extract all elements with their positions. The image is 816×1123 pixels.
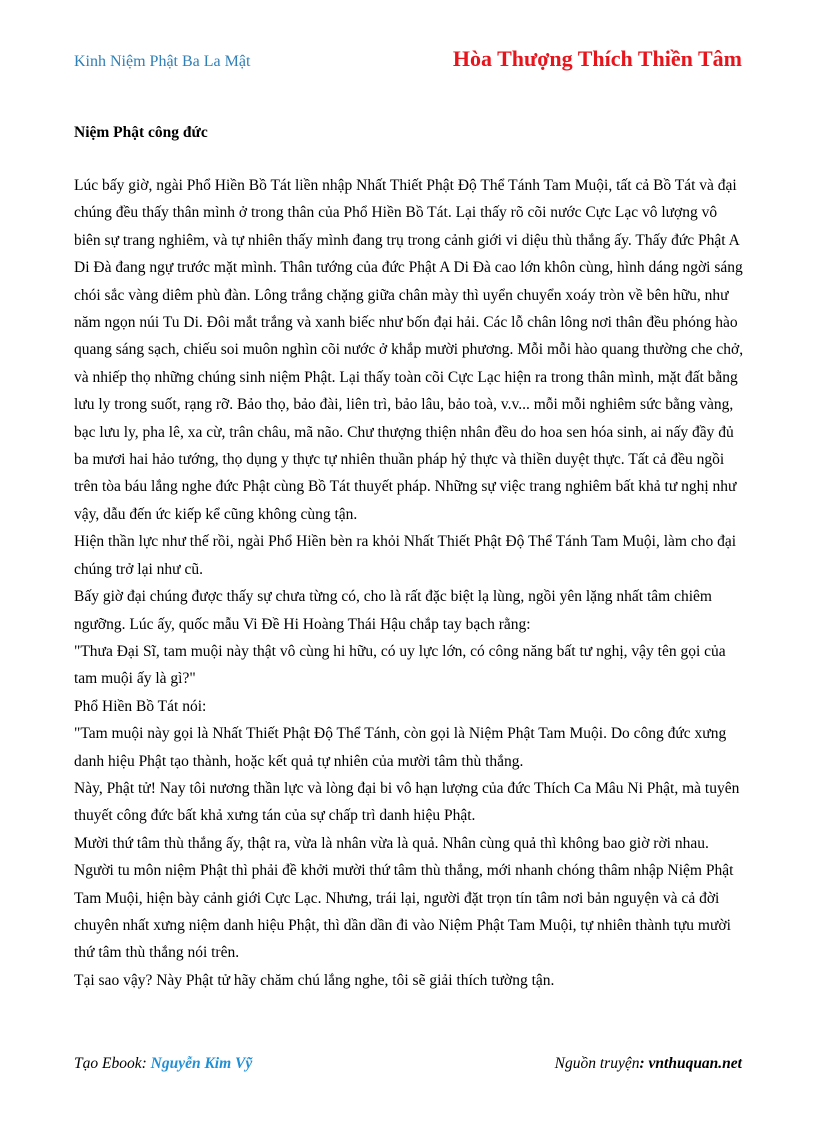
ebook-label: Tạo Ebook	[74, 1055, 142, 1072]
main-content	[74, 120, 746, 994]
source-credit: Nguồn truyện: vnthuquan.net	[554, 1055, 742, 1072]
source-label: Nguồn truyện	[554, 1055, 640, 1072]
page-footer	[74, 1055, 742, 1077]
source-site: vnthuquan.net	[648, 1055, 742, 1072]
paragraph: Mười thứ tâm thù thắng ấy, thật ra, vừa là nhân vừa là quả. Nhân cùng quả thì không bao giờ rời nhau. Người tu môn niệm Phật thì phải đề khởi mười thứ tâm thù thắng, mới nhanh chóng thâm nhập Niệm Phật Tam Muội, hiện bày cảnh giới Cực Lạc. Nhưng, trái lại, người đặt trọn tín tâm nơi bản nguyện và cả đời chuyên nhất xưng niệm danh hiệu Phật, thì dần dần đi vào Niệm Phật Tam Muội, tự nhiên thành tựu mười thứ tâm thù thắng nói trên.	[74, 834, 734, 962]
author-name: Hòa Thượng Thích Thiền Tâm	[452, 46, 742, 71]
book-title: Kinh Niệm Phật Ba La Mật	[74, 53, 251, 70]
paragraph: Lúc bấy giờ, ngài Phổ Hiền Bồ Tát liền nhập Nhất Thiết Phật Độ Thể Tánh Tam Muội, tất cả Bồ Tát và đại chúng đều thấy thân mình ở trong thân của Phổ Hiền Bồ Tát. Lại thấy rõ cõi nước Cực Lạc vô lượng vô biên sự trang nghiêm, và tự nhiên thấy mình đang trụ trong cảnh giới vi diệu thù thắng ấy. Thấy đức Phật A Di Đà đang ngự trước mặt mình. Thân tướng của đức Phật A Di Đà cao lớn khôn cùng, hình dáng ngời sáng chói sắc vàng diêm phù đàn. Lông trắng chặng giữa chân mày thì uyển chuyển xoáy tròn về bên hữu, như năm ngọn núi Tu Di. Đôi mắt trắng và xanh biếc như bốn đại hải. Các lỗ chân lông nơi thân đều phóng hào quang sáng sạch, chiếu soi muôn nghìn cõi nước ở khắp mười phương. Mỗi mỗi hào quang thường che chở, và nhiếp thọ những chúng sinh niệm Phật. Lại thấy toàn cõi Cực Lạc hiện ra trong thân mình, mặt đất bằng lưu ly trong suốt, rạng rỡ. Bảo thọ, bảo đài, liên trì, bảo lâu, bảo toà, v.v... mỗi mỗi nghiêm sức bằng vàng, bạc lưu ly, pha lê, xa cừ, trân châu, mã não. Chư thượng thiện nhân đều do hoa sen hóa sinh, ai nấy đầy đủ ba mươi hai hảo tướng, thọ dụng y thực tự nhiên thuần pháp hỷ thực và thiền duyệt thực. Tất cả đều ngồi trên tòa báu lắng nghe đức Phật cùng Bồ Tát thuyết pháp. Những sự việc trang nghiêm bất khả tư nghị như vậy, dẫu đến ức kiếp kể cũng không cùng tận.	[74, 177, 744, 523]
section-title: Niệm Phật công đức	[74, 124, 208, 141]
page-header	[74, 46, 742, 78]
ebook-credit: Tạo Ebook: Nguyễn Kim Vỹ	[74, 1055, 253, 1072]
ebook-creator-name: Nguyễn Kim Vỹ	[150, 1055, 253, 1072]
paragraph: Bấy giờ đại chúng được thấy sự chưa từng có, cho là rất đặc biệt lạ lùng, ngồi yên lặng nhất tâm chiêm ngưỡng. Lúc ấy, quốc mẫu Vi Đề Hi Hoàng Thái Hậu chắp tay bạch rằng:	[74, 588, 712, 633]
paragraph: "Tam muội này gọi là Nhất Thiết Phật Độ Thể Tánh, còn gọi là Niệm Phật Tam Muội. Do công đức xưng danh hiệu Phật tạo thành, hoặc kết quả tự nhiên của mười tâm thù thắng.	[74, 725, 727, 770]
paragraph: Tại sao vậy? Này Phật tử hãy chăm chú lắng nghe, tôi sẽ giải thích tường tận.	[74, 971, 555, 989]
paragraph: Này, Phật tử! Nay tôi nương thần lực và lòng đại bi vô hạn lượng của đức Thích Ca Mâu Ni Phật, mà tuyên thuyết công đức bất khả xưng tán của sự chấp trì danh hiệu Phật.	[74, 779, 740, 825]
paragraph: "Thưa Đại Sĩ, tam muội này thật vô cùng hi hữu, có uy lực lớn, có công năng bất tư nghị, vậy tên gọi của tam muội ấy là gì?"	[74, 642, 726, 688]
paragraph: Hiện thần lực như thế rồi, ngài Phổ Hiền bèn ra khỏi Nhất Thiết Phật Độ Thể Tánh Tam Muội, làm cho đại chúng trở lại như cũ.	[74, 533, 737, 578]
paragraph: Phổ Hiền Bồ Tát nói:	[74, 697, 207, 715]
